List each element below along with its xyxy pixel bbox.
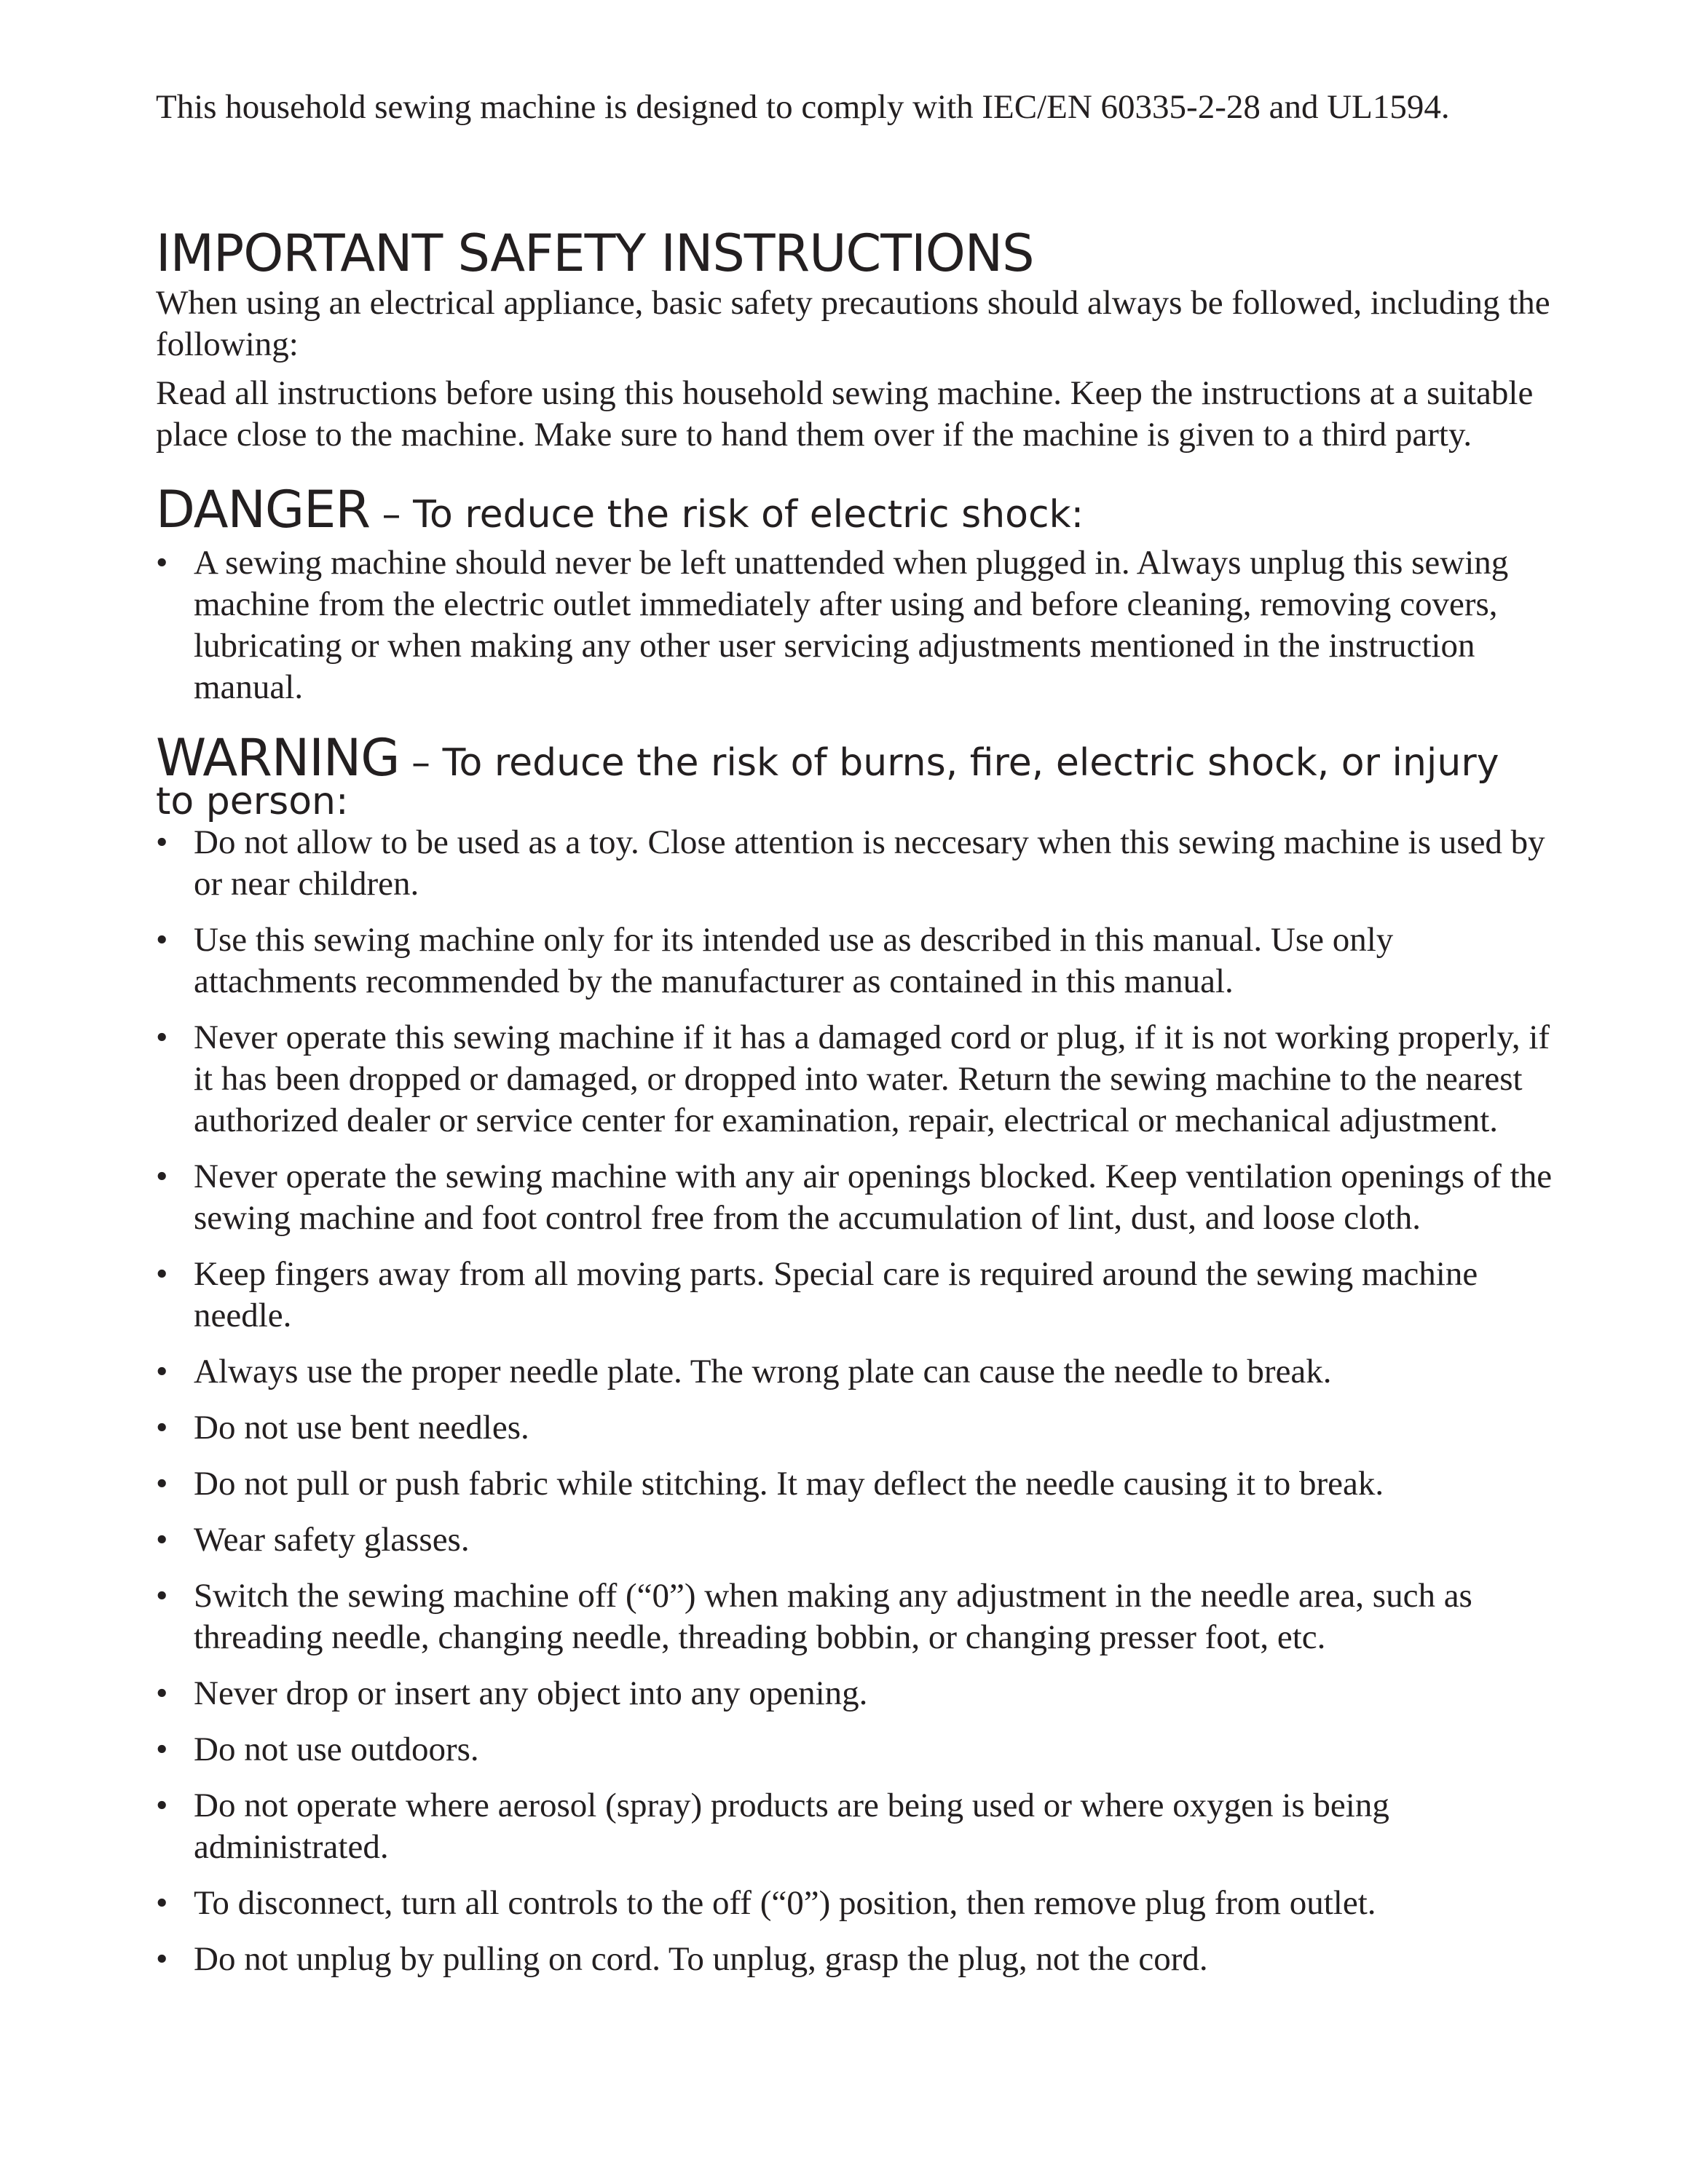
bullet-icon: •	[156, 1353, 168, 1390]
list-item-text: Do not unplug by pulling on cord. To unplug, grasp the plug, not the cord.	[194, 1940, 1208, 1978]
bullet-icon: •	[156, 1521, 168, 1559]
bullet-icon: •	[156, 544, 168, 582]
list-item	[156, 1156, 1554, 1239]
list-item	[156, 1519, 1554, 1561]
list-item	[156, 1729, 1554, 1770]
list-item-text: Never drop or insert any object into any opening.	[194, 1674, 868, 1712]
intro-paragraph-2: Read all instructions before using this household sewing machine. Keep the instructions at a suitable place close to the machine. Make sure to hand them over if the machine is given to a third party.	[156, 374, 1534, 454]
bullet-icon: •	[156, 1787, 168, 1824]
list-item-text: Wear safety glasses.	[194, 1521, 470, 1559]
list-item	[156, 1575, 1554, 1658]
list-item-text: Do not use bent needles.	[194, 1409, 529, 1447]
bullet-icon: •	[156, 921, 168, 959]
danger-subtitle: – To reduce the risk of electric shock:	[370, 493, 1084, 537]
list-item-text: Do not use outdoors.	[194, 1730, 479, 1768]
list-item-text: Do not pull or push fabric while stitching. It may deflect the needle causing it to break.	[194, 1465, 1384, 1503]
bullet-icon: •	[156, 1018, 168, 1056]
list-item-text: Never operate the sewing machine with any air openings blocked. Keep ventilation openings of the sewing machine and foot control free from the accumulation of lint, dust, and loose cloth.	[194, 1158, 1553, 1237]
compliance-statement: This household sewing machine is designed to comply with IEC/EN 60335-2-28 and UL1594.	[156, 88, 1450, 126]
warning-list	[156, 822, 1554, 1980]
intro-paragraph-1: When using an electrical appliance, basic safety precautions should always be followed, including the following:	[156, 284, 1550, 363]
list-item-text: Never operate this sewing machine if it has a damaged cord or plug, if it is not working properly, if it has been dropped or damaged, or dropped into water. Return the sewing machine to the nearest authorized dealer or service center for examination, repair, electrical or mechanical adjustment.	[194, 1018, 1550, 1139]
bullet-icon: •	[156, 1409, 168, 1447]
list-item	[156, 1785, 1554, 1868]
bullet-icon: •	[156, 1884, 168, 1922]
bullet-icon: •	[156, 1465, 168, 1503]
list-item-text: Keep fingers away from all moving parts. Special care is required around the sewing machine needle.	[194, 1255, 1478, 1334]
list-item	[156, 1254, 1554, 1337]
list-item-text: Always use the proper needle plate. The wrong plate can cause the needle to break.	[194, 1353, 1332, 1390]
warning-label: WARNING	[156, 728, 400, 788]
list-item-text: A sewing machine should never be left unattended when plugged in. Always unplug this sewing machine from the electric outlet immediately after using and before cleaning, removing covers, lubricating or when making any other user servicing adjustments mentioned in the instruction manual.	[194, 544, 1509, 706]
bullet-icon: •	[156, 1158, 168, 1195]
list-item	[156, 1463, 1554, 1505]
page-title: IMPORTANT SAFETY INSTRUCTIONS	[156, 223, 1034, 283]
list-item	[156, 822, 1554, 905]
list-item-text: To disconnect, turn all controls to the off (“0”) position, then remove plug from outlet.	[194, 1884, 1376, 1922]
warning-subtitle: – To reduce the risk of burns, fire, electric shock, or injury	[399, 741, 1499, 785]
bullet-icon: •	[156, 1577, 168, 1615]
list-item	[156, 1673, 1554, 1714]
bullet-icon: •	[156, 1674, 168, 1712]
list-item	[156, 919, 1554, 1002]
danger-list	[156, 542, 1554, 708]
bullet-icon: •	[156, 1255, 168, 1293]
list-item-text: Switch the sewing machine off (“0”) when making any adjustment in the needle area, such as threading needle, changing needle, threading bobbin, or changing presser foot, etc.	[194, 1577, 1472, 1656]
list-item	[156, 1883, 1554, 1924]
list-item	[156, 542, 1554, 708]
list-item-text: Do not operate where aerosol (spray) products are being used or where oxygen is being administrated.	[194, 1787, 1389, 1866]
list-item	[156, 1017, 1554, 1142]
manual-page	[156, 86, 1554, 1995]
list-item	[156, 1407, 1554, 1449]
list-item-text: Use this sewing machine only for its intended use as described in this manual. Use only attachments recommended by the manufacturer as contained in this manual.	[194, 921, 1394, 1000]
danger-heading	[156, 482, 1554, 542]
list-item-text: Do not allow to be used as a toy. Close attention is neccesary when this sewing machine is used by or near children.	[194, 823, 1545, 903]
bullet-icon: •	[156, 823, 168, 861]
danger-label: DANGER	[156, 480, 371, 539]
warning-heading	[156, 728, 1554, 823]
list-item	[156, 1939, 1554, 1980]
warning-subtitle-continued: to person:	[156, 780, 349, 823]
bullet-icon: •	[156, 1730, 168, 1768]
list-item	[156, 1351, 1554, 1393]
bullet-icon: •	[156, 1940, 168, 1978]
